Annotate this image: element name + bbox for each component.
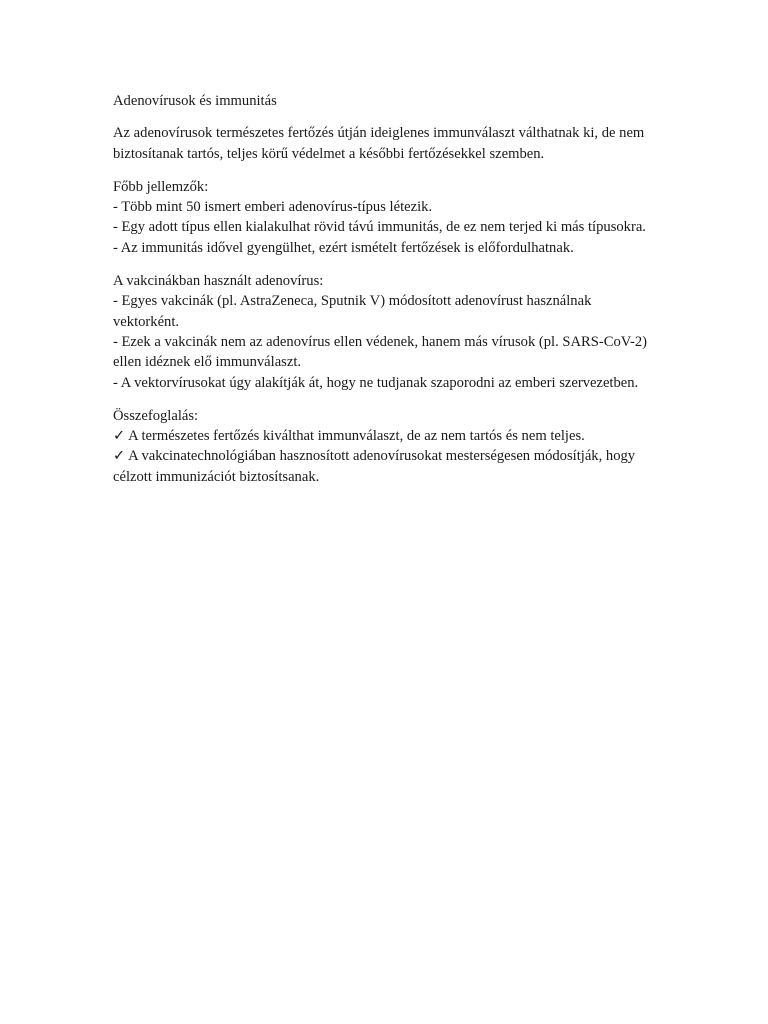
features-heading: Főbb jellemzők: <box>113 178 209 195</box>
list-item: - Több mint 50 ismert emberi adenovírus-típus létezik. <box>113 199 433 216</box>
list-item: - Ezek a vakcinák nem az adenovírus ellen védenek, hanem más vírusok (pl. SARS-CoV-2) ellen idéznek elő immunválaszt. <box>113 333 648 371</box>
list-item: - Az immunitás idővel gyengülhet, ezért ismételt fertőzések is előfordulhatnak. <box>113 239 574 256</box>
list-item: - Egyes vakcinák (pl. AstraZeneca, Sputnik V) módosított adenovírust használnak vektorként. <box>113 293 592 330</box>
document-title: Adenovírusok és immunitás <box>113 93 277 109</box>
document-page <box>113 91 658 500</box>
list-item: - A vektorvírusokat úgy alakítják át, hogy ne tudjanak szaporodni az emberi szervezetben. <box>113 374 639 391</box>
intro-paragraph: Az adenovírusok természetes fertőzés útján ideiglenes immunválaszt válthatnak ki, de nem biztosítanak tartós, teljes körű védelmet a későbbi fertőzésekkel szemben. <box>113 125 645 162</box>
vaccines-section <box>113 271 658 393</box>
checklist-item: ✓ A természetes fertőzés kiválthat immunválaszt, de az nem tartós és nem teljes. <box>113 428 585 445</box>
features-section <box>113 177 658 258</box>
checklist-item: ✓ A vakcinatechnológiában hasznosított adenovírusokat mesterségesen módosítják, hogy célzott immunizációt biztosítsanak. <box>113 448 636 485</box>
vaccines-heading: A vakcinákban használt adenovírus: <box>113 273 324 290</box>
summary-section <box>113 406 658 487</box>
list-item: - Egy adott típus ellen kialakulhat rövid távú immunitás, de ez nem terjed ki más típusokra. <box>113 219 646 236</box>
summary-heading: Összefoglalás: <box>113 407 199 424</box>
